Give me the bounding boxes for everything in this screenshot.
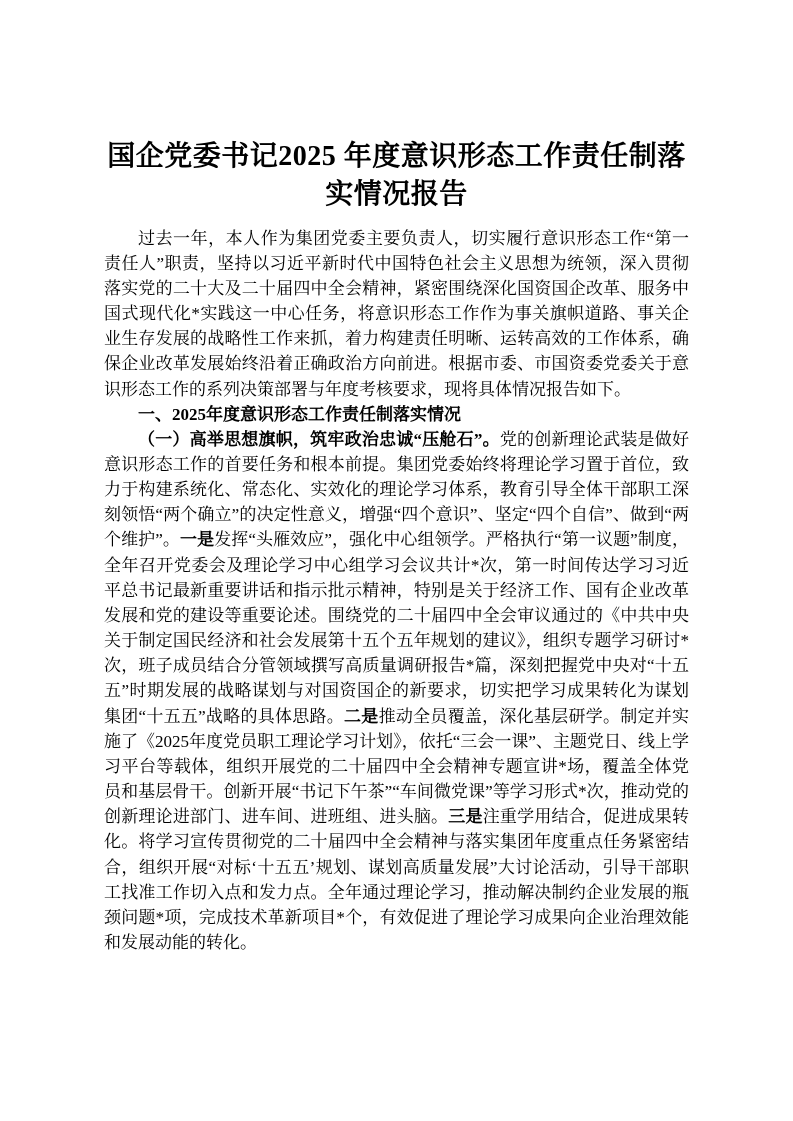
bold-text-run: 二是: [344, 706, 379, 726]
bold-text-run: 三是: [448, 807, 483, 827]
section-heading: [104, 402, 689, 427]
document-title: [104, 138, 689, 214]
text-run: 推动全员覆盖，深化基层研学。制定并实施了《2025年度党员职工理论学习计划》，依托“三会一课”、主题党日、线上学习平台等载体，组织开展党的二十届四中全会精神专题宣讲*场，覆盖全体党员和基层骨干。创新开展“书记下午茶”“车间微党课”等学习形式*次，推动党的创新理论进部门、进车间、进班组、进头脑。: [104, 706, 690, 827]
bold-text-run: 一是: [180, 530, 215, 550]
bold-text-run: （一）高举思想旗帜，筑牢政治忠诚“压舱石”。: [138, 429, 500, 449]
bold-text-run: 国企党委书记2025 年度意识形态工作责任制落实情况报告: [107, 141, 686, 210]
text-run: 发挥“头雁效应”，强化中心组领学。严格执行“第一议题”制度，全年召开党委会及理论学习中心组学习会议共计*次，第一时间传达学习习近平总书记最新重要讲话和指示批示精神，特别是关于经济工作、国有企业改革发展和党的建设等重要论述。围绕党的二十届四中全会审议通过的《中共中央关于制定国民经济和社会发展第十五个五年规划的建议》，组织专题学习研讨*次，班子成员结合分管领域撰写高质量调研报告*篇，深刻把握党中央对“十五五”时期发展的战略谋划与对国资国企的新要求，切实把学习成果转化为谋划集团“十五五”战略的具体思路。: [104, 530, 689, 726]
text-run: 党的创新理论武装是做好意识形态工作的首要任务和根本前提。集团党委始终将理论学习置于首位，致力于构建系统化、常态化、实效化的理论学习体系，教育引导全体干部职工深刻领悟“两个确立”的决定性意义，增强“四个意识”、坚定“四个自信”、做到“两个维护”。: [104, 429, 689, 550]
document-content: [104, 138, 689, 955]
text-run: 过去一年，本人作为集团党委主要负责人，切实履行意识形态工作“第一责任人”职责，坚持以习近平新时代中国特色社会主义思想为统领，深入贯彻落实党的二十大及二十届四中全会精神，紧密围绕深化国资国企改革、服务中国式现代化*实践这一中心任务，将意识形态工作作为事关旗帜道路、事关企业生存发展的战略性工作来抓，着力构建责任明晰、运转高效的工作体系，确保企业改革发展始终沿着正确政治方向前进。根据市委、市国资委党委关于意识形态工作的系列决策部署与年度考核要求，现将具体情况报告如下。: [104, 228, 689, 399]
body-paragraph: [104, 427, 689, 955]
body-paragraph: [104, 226, 689, 402]
bold-text-run: 一、2025年度意识形态工作责任制落实情况: [138, 404, 461, 424]
text-run: 注重学用结合，促进成果转化。将学习宣传贯彻党的二十届四中全会精神与落实集团年度重点任务紧密结合，组织开展“对标‘十五五’规划、谋划高质量发展”大讨论活动，引导干部职工找准工作切入点和发力点。全年通过理论学习，推动解决制约企业发展的瓶颈问题*项，完成技术革新项目*个，有效促进了理论学习成果向企业治理效能和发展动能的转化。: [104, 807, 690, 952]
